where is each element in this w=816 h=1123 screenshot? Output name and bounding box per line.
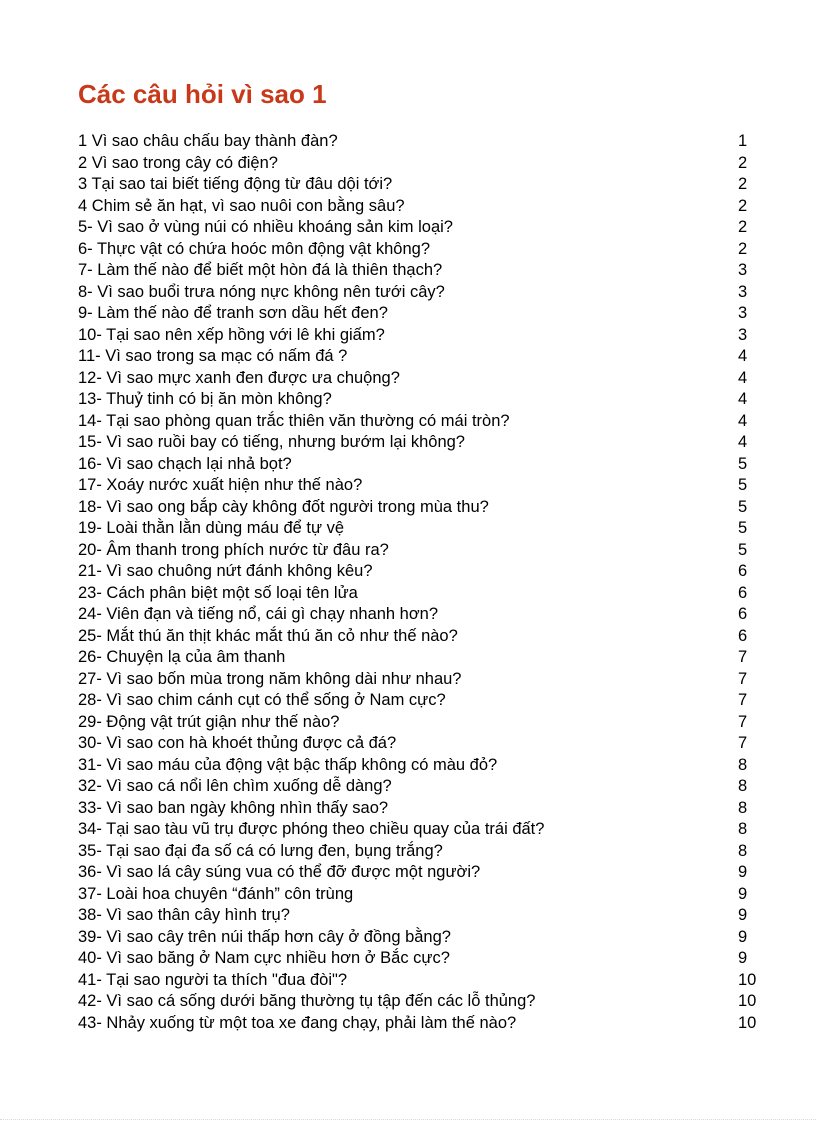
toc-entry <box>78 862 778 884</box>
toc-entry-page-number: 5 <box>738 476 748 494</box>
toc-entry <box>78 690 778 712</box>
toc-entry <box>78 411 778 433</box>
toc-entry <box>78 196 778 218</box>
toc-entry-page-number: 4 <box>738 390 748 408</box>
toc-entry-page-number: 2 <box>738 218 748 236</box>
toc-entry-title: 13- Thuỷ tinh có bị ăn mòn không? <box>78 390 332 408</box>
toc-entry-title: 31- Vì sao máu của động vật bậc thấp không có màu đỏ? <box>78 755 498 774</box>
toc-entry <box>78 905 778 927</box>
toc-entry <box>78 841 778 863</box>
toc-entry <box>78 991 778 1013</box>
toc-entry-page-number: 8 <box>738 777 748 795</box>
toc-entry-title: 29- Động vật trút giận như thế nào? <box>78 712 340 731</box>
toc-entry <box>78 368 778 390</box>
toc-entry <box>78 131 778 153</box>
toc-entry-title: 39- Vì sao cây trên núi thấp hơn cây ở đồng bằng? <box>78 927 451 946</box>
toc-entry-page-number: 10 <box>738 992 757 1010</box>
toc-entry-title: 26- Chuyện lạ của âm thanh <box>78 648 286 666</box>
toc-entry-page-number: 7 <box>738 648 748 666</box>
toc-entry-page-number: 6 <box>738 605 748 623</box>
toc-entry-page-number: 6 <box>738 583 748 602</box>
toc-entry-title: 6- Thực vật có chứa hoóc môn động vật không? <box>78 239 430 258</box>
toc-entry-title: 3 Tại sao tai biết tiếng động từ đâu dội tới? <box>78 175 393 193</box>
page-title: Các câu hỏi vì sao 1 <box>78 79 327 109</box>
toc-entry-title: 7- Làm thế nào để biết một hòn đá là thiên thạch? <box>78 261 443 279</box>
toc-entry-page-number: 2 <box>738 239 748 258</box>
toc-entry <box>78 389 778 411</box>
toc-entry-page-number: 1 <box>738 132 748 150</box>
toc-entry-page-number: 7 <box>738 734 748 752</box>
table-of-contents <box>78 131 778 1034</box>
toc-entry-title: 8- Vì sao buổi trưa nóng nực không nên tưới cây? <box>78 282 445 301</box>
toc-entry-page-number: 7 <box>738 691 748 709</box>
toc-entry <box>78 432 778 454</box>
toc-entry-page-number: 10 <box>738 1013 757 1032</box>
toc-entry-page-number: 5 <box>738 519 748 537</box>
toc-entry-page-number: 4 <box>738 347 748 365</box>
toc-entry-page-number: 9 <box>738 927 748 946</box>
toc-entry <box>78 819 778 841</box>
toc-entry-page-number: 2 <box>738 196 748 215</box>
toc-entry <box>78 669 778 691</box>
toc-entry <box>78 303 778 325</box>
toc-entry-page-number: 4 <box>738 368 748 387</box>
toc-entry-page-number: 6 <box>738 562 748 580</box>
toc-entry-title: 25- Mắt thú ăn thịt khác mắt thú ăn cỏ như thế nào? <box>78 626 458 645</box>
toc-entry <box>78 626 778 648</box>
toc-entry <box>78 475 778 497</box>
toc-entry <box>78 712 778 734</box>
toc-entry-title: 41- Tại sao người ta thích "đua đòi"? <box>78 970 348 989</box>
toc-entry-page-number: 2 <box>738 153 748 172</box>
toc-entry-page-number: 8 <box>738 841 748 860</box>
toc-entry-title: 27- Vì sao bốn mùa trong năm không dài như nhau? <box>78 669 462 688</box>
toc-entry <box>78 497 778 519</box>
toc-entry <box>78 454 778 476</box>
toc-entry-page-number: 9 <box>738 949 748 967</box>
toc-entry-page-number: 3 <box>738 261 748 279</box>
toc-entry-page-number: 8 <box>738 820 748 838</box>
toc-entry-title: 16- Vì sao chạch lại nhả bọt? <box>78 454 292 473</box>
toc-entry <box>78 755 778 777</box>
toc-entry-page-number: 9 <box>738 884 748 903</box>
toc-entry <box>78 325 778 347</box>
page-bottom-divider <box>0 1119 816 1120</box>
toc-entry <box>78 153 778 175</box>
toc-entry-page-number: 5 <box>738 454 748 473</box>
toc-entry <box>78 540 778 562</box>
toc-entry-title: 35- Tại sao đại đa số cá có lưng đen, bụng trắng? <box>78 841 443 860</box>
toc-entry <box>78 948 778 970</box>
toc-entry-title: 12- Vì sao mực xanh đen được ưa chuộng? <box>78 368 400 387</box>
toc-entry-page-number: 4 <box>738 411 748 430</box>
toc-entry <box>78 1013 778 1035</box>
toc-entry-page-number: 6 <box>738 626 748 645</box>
toc-entry <box>78 776 778 798</box>
toc-entry-page-number: 3 <box>738 325 748 344</box>
toc-entry-page-number: 9 <box>738 906 748 924</box>
toc-entry-page-number: 2 <box>738 175 748 193</box>
toc-entry-page-number: 7 <box>738 712 748 731</box>
toc-entry-title: 9- Làm thế nào để tranh sơn dầu hết đen? <box>78 304 388 322</box>
toc-entry-page-number: 3 <box>738 282 748 301</box>
toc-entry-title: 15- Vì sao ruồi bay có tiếng, nhưng bướm lại không? <box>78 433 465 451</box>
toc-entry <box>78 970 778 992</box>
toc-entry <box>78 518 778 540</box>
toc-entry-page-number: 3 <box>738 304 748 322</box>
toc-entry-page-number: 5 <box>738 540 748 559</box>
toc-entry-page-number: 10 <box>738 970 757 989</box>
toc-entry-title: 2 Vì sao trong cây có điện? <box>78 153 278 172</box>
toc-entry <box>78 561 778 583</box>
toc-entry-page-number: 9 <box>738 863 748 881</box>
toc-entry-page-number: 4 <box>738 433 748 451</box>
toc-entry-title: 23- Cách phân biệt một số loại tên lửa <box>78 583 358 602</box>
toc-entry-title: 17- Xoáy nước xuất hiện như thế nào? <box>78 476 363 494</box>
toc-entry-title: 36- Vì sao lá cây súng vua có thể đỡ được một người? <box>78 863 481 881</box>
toc-entry-page-number: 7 <box>738 669 748 688</box>
toc-entry-title: 20- Âm thanh trong phích nước từ đâu ra? <box>78 540 389 559</box>
toc-entry-title: 18- Vì sao ong bắp cày không đốt người trong mùa thu? <box>78 497 489 516</box>
toc-entry <box>78 282 778 304</box>
toc-entry <box>78 733 778 755</box>
toc-entry <box>78 604 778 626</box>
toc-entry-title: 19- Loài thằn lằn dùng máu để tự vệ <box>78 519 345 537</box>
toc-entry-title: 43- Nhảy xuống từ một toa xe đang chạy, phải làm thế nào? <box>78 1013 517 1032</box>
toc-entry <box>78 239 778 261</box>
toc-entry-page-number: 5 <box>738 497 748 516</box>
toc-entry-page-number: 8 <box>738 798 748 817</box>
toc-entry-title: 10- Tại sao nên xếp hồng với lê khi giấm? <box>78 325 385 344</box>
toc-entry-title: 5- Vì sao ở vùng núi có nhiều khoáng sản kim loại? <box>78 218 453 236</box>
toc-entry-title: 30- Vì sao con hà khoét thủng được cả đá? <box>78 734 397 752</box>
toc-entry <box>78 217 778 239</box>
toc-entry-title: 4 Chim sẻ ăn hạt, vì sao nuôi con bằng sâu? <box>78 196 405 215</box>
toc-entry <box>78 174 778 196</box>
toc-entry <box>78 927 778 949</box>
toc-entry-title: 28- Vì sao chim cánh cụt có thể sống ở Nam cực? <box>78 691 446 709</box>
toc-entry <box>78 884 778 906</box>
toc-entry-title: 14- Tại sao phòng quan trắc thiên văn thường có mái tròn? <box>78 411 510 430</box>
toc-entry-title: 40- Vì sao băng ở Nam cực nhiều hơn ở Bắc cực? <box>78 949 450 967</box>
toc-entry <box>78 583 778 605</box>
toc-entry-title: 24- Viên đạn và tiếng nổ, cái gì chạy nhanh hơn? <box>78 605 439 623</box>
toc-entry <box>78 647 778 669</box>
toc-entry-title: 38- Vì sao thân cây hình trụ? <box>78 906 290 924</box>
toc-entry-title: 34- Tại sao tàu vũ trụ được phóng theo chiều quay của trái đất? <box>78 820 545 838</box>
toc-entry-title: 33- Vì sao ban ngày không nhìn thấy sao? <box>78 798 389 817</box>
toc-entry-title: 42- Vì sao cá sống dưới băng thường tụ tập đến các lỗ thủng? <box>78 992 536 1010</box>
toc-entry-title: 32- Vì sao cá nổi lên chìm xuống dễ dàng? <box>78 777 392 795</box>
toc-entry-title: 11- Vì sao trong sa mạc có nấm đá ? <box>78 347 348 365</box>
toc-entry-title: 21- Vì sao chuông nứt đánh không kêu? <box>78 562 373 580</box>
toc-entry-title: 1 Vì sao châu chấu bay thành đàn? <box>78 132 338 150</box>
toc-entry-page-number: 8 <box>738 755 748 774</box>
toc-entry <box>78 260 778 282</box>
toc-entry <box>78 798 778 820</box>
toc-entry-title: 37- Loài hoa chuyên “đánh” côn trùng <box>78 884 354 903</box>
toc-entry <box>78 346 778 368</box>
